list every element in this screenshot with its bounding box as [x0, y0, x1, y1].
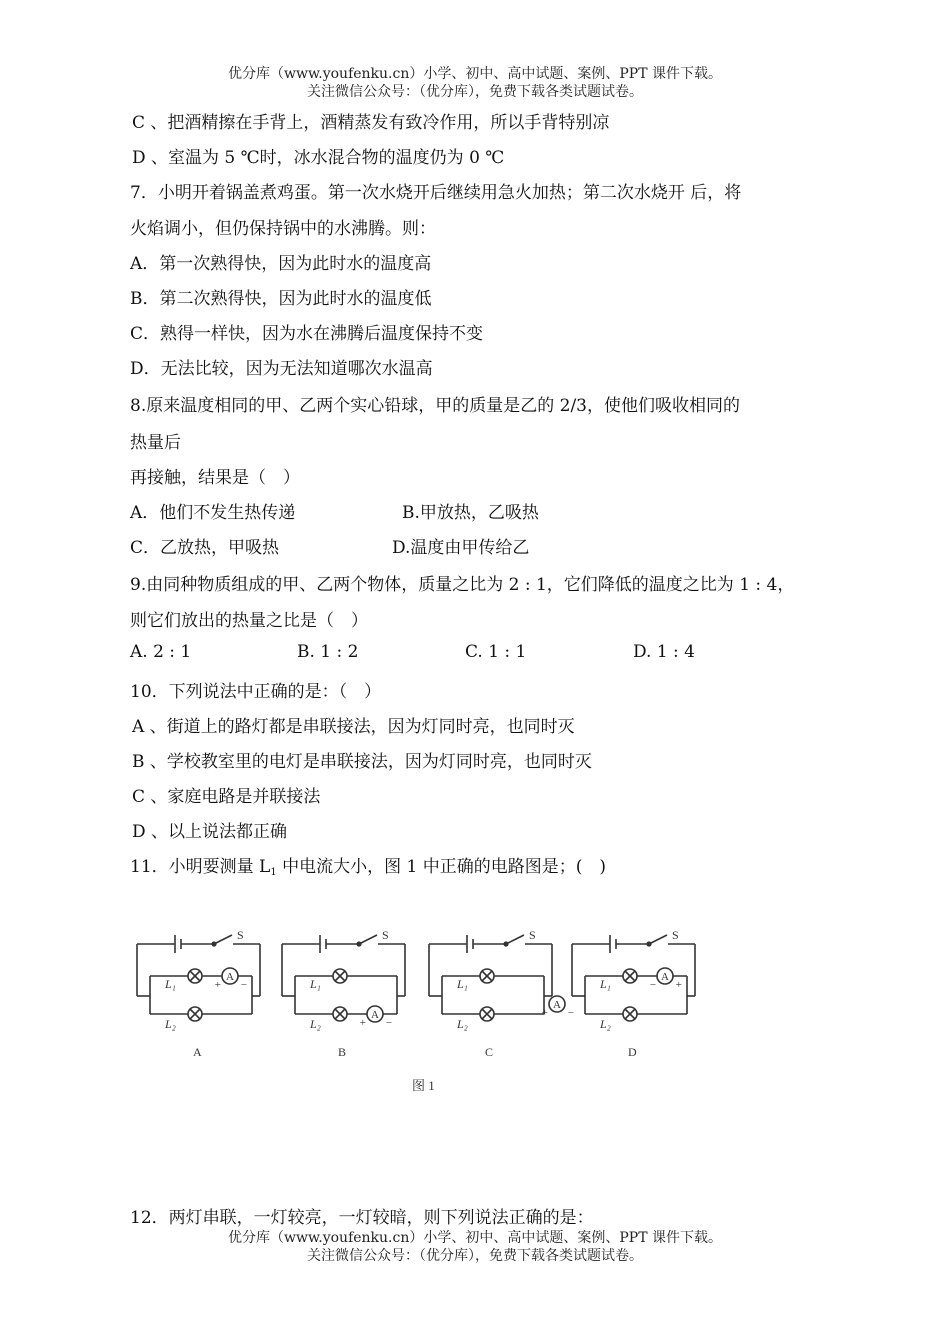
panel-b-ammeter-label: A: [371, 1009, 379, 1021]
q9-stem-line-1: 9.由同种物质组成的甲、乙两个物体，质量之比为 2 : 1，它们降低的温度之比为 1 : 4，: [130, 575, 795, 595]
q7-option-d: D．无法比较，因为无法知道哪次水温高: [130, 359, 433, 379]
q8-option-b: B.甲放热，乙吸热: [402, 503, 539, 523]
q10-option-a: A 、街道上的路灯都是串联接法，因为灯同时亮，也同时灭: [132, 717, 575, 737]
q11-stem: [130, 852, 606, 878]
panel-b-switch-blade: [359, 935, 377, 944]
q10-option-c: C 、家庭电路是并联接法: [132, 787, 321, 807]
header-line-1: 优分库（www.youfenku.cn）小学、初中、高中试题、案例、PPT 课件下载。: [227, 66, 722, 82]
q9-option-b: B. 1 : 2: [297, 642, 359, 662]
panel-d-switch-blade: [649, 935, 667, 944]
q11-stem-part-1: 11．小明要测量 L: [130, 857, 271, 877]
panel-d-ammeter-label: A: [661, 971, 669, 983]
header-line-2: 关注微信公众号：（优分库），免费下载各类试题试卷。: [307, 84, 643, 100]
q8-option-c: C．乙放热，甲吸热: [130, 538, 280, 558]
panel-b-lamp-1-label: L₁: [310, 977, 321, 991]
panel-a-label: A: [193, 1045, 202, 1059]
q12-stem: 12．两灯串联，一灯较亮，一灯较暗，则下列说法正确的是：: [130, 1208, 594, 1228]
panel-d-ammeter-left-sign: −: [649, 979, 657, 991]
panel-a-ammeter-left-sign: +: [214, 979, 222, 991]
q7-stem-line-2: 火焰调小，但仍保持锅中的水沸腾。则：: [130, 219, 436, 239]
circuit-figure: [120, 920, 720, 1110]
panel-c-lamp-1-label: L₁: [457, 977, 468, 991]
panel-b-switch-label: S: [382, 928, 389, 942]
panel-d-label: D: [628, 1045, 637, 1059]
panel-d-switch-label: S: [672, 928, 679, 942]
q8-stem-line-2: 热量后: [130, 433, 181, 453]
footer-line-1: 优分库（www.youfenku.cn）小学、初中、高中试题、案例、PPT 课件下载。: [227, 1230, 722, 1246]
q7-option-b: B．第二次熟得快，因为此时水的温度低: [130, 289, 432, 309]
q9-option-a: A. 2 : 1: [130, 642, 192, 662]
q7-option-c: C．熟得一样快，因为水在沸腾后温度保持不变: [130, 324, 484, 344]
q6-option-c: C 、把酒精擦在手背上，酒精蒸发有致冷作用，所以手背特别凉: [132, 113, 610, 133]
panel-d-lamp-2-label: L₂: [600, 1017, 611, 1031]
panel-a-switch-blade: [214, 935, 232, 944]
panel-c-lamp-2-label: L₂: [457, 1017, 468, 1031]
panel-d-lamp-1-label: L₁: [600, 977, 611, 991]
q11-stem-part-2: 中电流大小，图 1 中正确的电路图是；( ): [276, 857, 606, 877]
panel-a-lamp-1-label: L₁: [165, 977, 176, 991]
q7-option-a: A．第一次熟得快，因为此时水的温度高: [130, 254, 432, 274]
panel-c-switch-label: S: [529, 928, 536, 942]
panel-d-ammeter-right-sign: +: [675, 979, 683, 991]
panel-a-lamp-2-label: L₂: [165, 1017, 176, 1031]
q9-option-c: C. 1 : 1: [465, 642, 527, 662]
figure-caption: 图 1: [412, 1078, 435, 1093]
footer-line-2: 关注微信公众号：（优分库），免费下载各类试题试卷。: [307, 1248, 643, 1264]
panel-a-switch-label: S: [237, 928, 244, 942]
q10-stem: 10．下列说法中正确的是：（ ）: [130, 682, 382, 702]
q6-option-d: D 、室温为 5 ℃时，冰水混合物的温度仍为 0 ℃: [132, 148, 505, 168]
q9-stem-line-2: 则它们放出的热量之比是（ ）: [130, 611, 368, 631]
q10-option-b: B 、学校教室里的电灯是串联接法，因为灯同时亮，也同时灭: [132, 752, 592, 772]
q8-stem-line-3: 再接触，结果是（ ）: [130, 468, 300, 488]
q7-stem-line-1: 7．小明开着锅盖煮鸡蛋。第一次水烧开后继续用急火加热；第二次水烧开 后，将: [130, 183, 742, 203]
panel-a-ammeter-label: A: [226, 971, 234, 983]
panel-c-switch-blade: [506, 935, 524, 944]
panel-b-lamp-2-label: L₂: [310, 1017, 321, 1031]
q8-option-a: A．他们不发生热传递: [130, 503, 296, 523]
panel-c-ammeter-left-sign: +: [541, 1007, 549, 1019]
q10-option-d: D 、以上说法都正确: [132, 822, 288, 842]
q11-stem-subscript: 1: [270, 867, 277, 878]
panel-a-ammeter-right-sign: −: [240, 979, 248, 991]
panel-c-ammeter-label: A: [553, 999, 561, 1011]
panel-c-label: C: [485, 1045, 494, 1059]
panel-b-ammeter-left-sign: +: [359, 1017, 367, 1029]
panel-c-ammeter-right-sign: −: [567, 1007, 575, 1019]
panel-b-label: B: [338, 1045, 347, 1059]
q9-option-d: D. 1 : 4: [633, 642, 695, 662]
q8-option-d: D.温度由甲传给乙: [392, 538, 530, 558]
panel-b-ammeter-right-sign: −: [385, 1017, 393, 1029]
q8-stem-line-1: 8.原来温度相同的甲、乙两个实心铅球，甲的质量是乙的 2/3，使他们吸收相同的: [130, 396, 740, 416]
